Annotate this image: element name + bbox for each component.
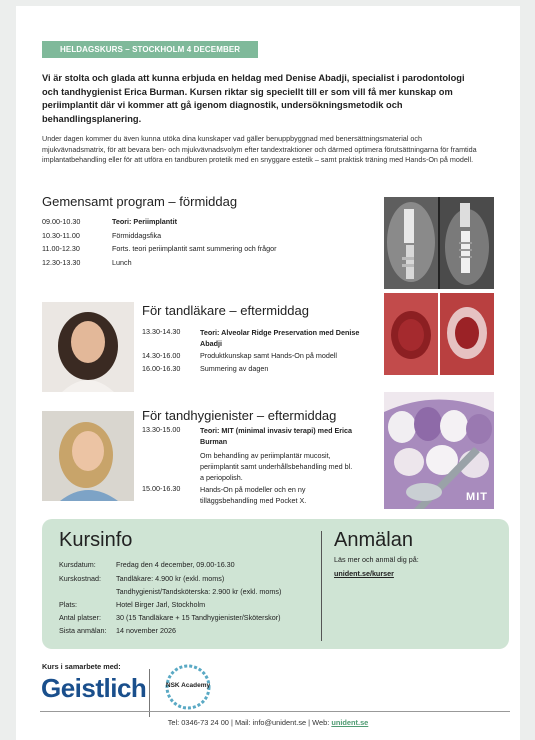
nsk-academy-logo — [160, 663, 216, 713]
partner-separator — [149, 669, 150, 717]
info-box — [42, 519, 509, 649]
kursinfo-value: 30 (15 Tandläkare + 15 Tandhygienister/Sköterskor) — [116, 613, 281, 622]
kursinfo-value: Tandhygienist/Tandsköterska: 2.900 kr (exkl. moms) — [116, 587, 282, 596]
row-desc-bold: Teori: MIT (minimal invasiv terapi) med Erica Burman — [200, 426, 353, 446]
dentists-title: För tandläkare – eftermiddag — [142, 303, 309, 318]
footer-divider — [40, 711, 510, 712]
row-time: 13.30-14.30 — [142, 327, 181, 336]
intro-paragraph: Under dagen kommer du även kunna utöka dina kunskaper vad gäller benuppbyggnad med benersättningsmaterial och mjukvävnadsmatrix, för att bevara ben- och mjukvävnadsvolym efter tandextraktioner och därmed optimera förutsättningarna för framtida implantatbehandling eller för att utföra en tandburen protetik med en snyggare estetik – samt praktisk träning med Hands-On på modell. — [42, 134, 477, 165]
course-badge: HELDAGSKURS – STOCKHOLM 4 DECEMBER — [42, 41, 258, 58]
row-time: 11.00-12.30 — [42, 244, 80, 253]
row-desc: Hands-On på modeller och en ny tilläggsbehandling med Pocket X. — [200, 485, 307, 505]
row-desc: Summering av dagen — [200, 364, 269, 373]
footer-web-link[interactable]: unident.se — [331, 718, 369, 727]
morning-title: Gemensamt program – förmiddag — [42, 194, 238, 209]
row-desc: Produktkunskap samt Hands-On på modell — [200, 351, 338, 360]
hygienists-title: För tandhygienister – eftermiddag — [142, 408, 337, 423]
row-time: 09.00-10.30 — [42, 217, 81, 226]
kursinfo-label: Plats: — [59, 600, 77, 609]
clinical-images — [384, 293, 494, 375]
row-desc: Lunch — [112, 258, 132, 267]
row-time: 13.30-15.00 — [142, 425, 181, 434]
portrait-erica-burman — [42, 411, 134, 501]
row-time: 16.00-16.30 — [142, 364, 181, 373]
row-time: 10.30-11.00 — [42, 231, 80, 240]
row-desc: Förmiddagsfika — [112, 231, 162, 240]
row-desc: Teori: Periimplantit — [112, 217, 177, 226]
footer-contact: Tel: 0346-73 24 00 | Mail: info@unident.se | Web: — [167, 718, 332, 727]
row-desc: Om behandling av periimplantär mucosit, periimplantit samt underhållsbehandling med bl. a periopolish. — [200, 451, 353, 482]
kursinfo-label: Kursdatum: — [59, 560, 96, 569]
lead-paragraph: Vi är stolta och glada att kunna erbjuda en heldag med Denise Abadji, specialist i parodontologi och tandhygienist Erica Burman. Kursen riktar sig speciellt till er som vill få mer kunskap om periimplantit där vi kommer att gå igenom diagnostik, undersökningsmetodik och behandlingsplanering. — [42, 73, 465, 124]
course-flyer — [16, 6, 520, 740]
anmalan-link[interactable]: unident.se/kurser — [334, 569, 394, 578]
portrait-denise-abadji — [42, 302, 134, 392]
footer — [16, 718, 520, 727]
kursinfo-value: 14 november 2026 — [116, 626, 176, 635]
anmalan-text: Läs mer och anmäl dig på: — [334, 555, 419, 564]
kursinfo-value: Tandläkare: 4.900 kr (exkl. moms) — [116, 574, 225, 583]
kursinfo-label: Sista anmälan: — [59, 626, 107, 635]
row-desc: Forts. teori periimplantit samt summering och frågor — [112, 244, 277, 253]
anmalan-title: Anmälan — [334, 529, 413, 551]
nsk-academy-text: NSK Academy — [165, 682, 211, 689]
kursinfo-value: Hotel Birger Jarl, Stockholm — [116, 600, 206, 609]
row-desc: Teori: Alveolar Ridge Preservation med Denise Abadji — [200, 328, 360, 348]
row-time: 15.00-16.30 — [142, 484, 181, 493]
kursinfo-value: Fredag den 4 december, 09.00-16.30 — [116, 560, 235, 569]
info-divider — [321, 531, 322, 641]
kursinfo-title: Kursinfo — [59, 529, 133, 551]
kursinfo-label: Kurskostnad: — [59, 574, 101, 583]
geistlich-logo: Geistlich — [41, 673, 147, 703]
kursinfo-label: Antal platser: — [59, 613, 101, 622]
xray-images — [384, 197, 494, 289]
row-time: 12.30-13.30 — [42, 258, 81, 267]
partners-label: Kurs i samarbete med: — [42, 662, 121, 671]
mit-treatment-image — [384, 392, 494, 509]
mit-watermark: MIT — [466, 491, 488, 503]
row-time: 14.30-16.00 — [142, 351, 181, 360]
